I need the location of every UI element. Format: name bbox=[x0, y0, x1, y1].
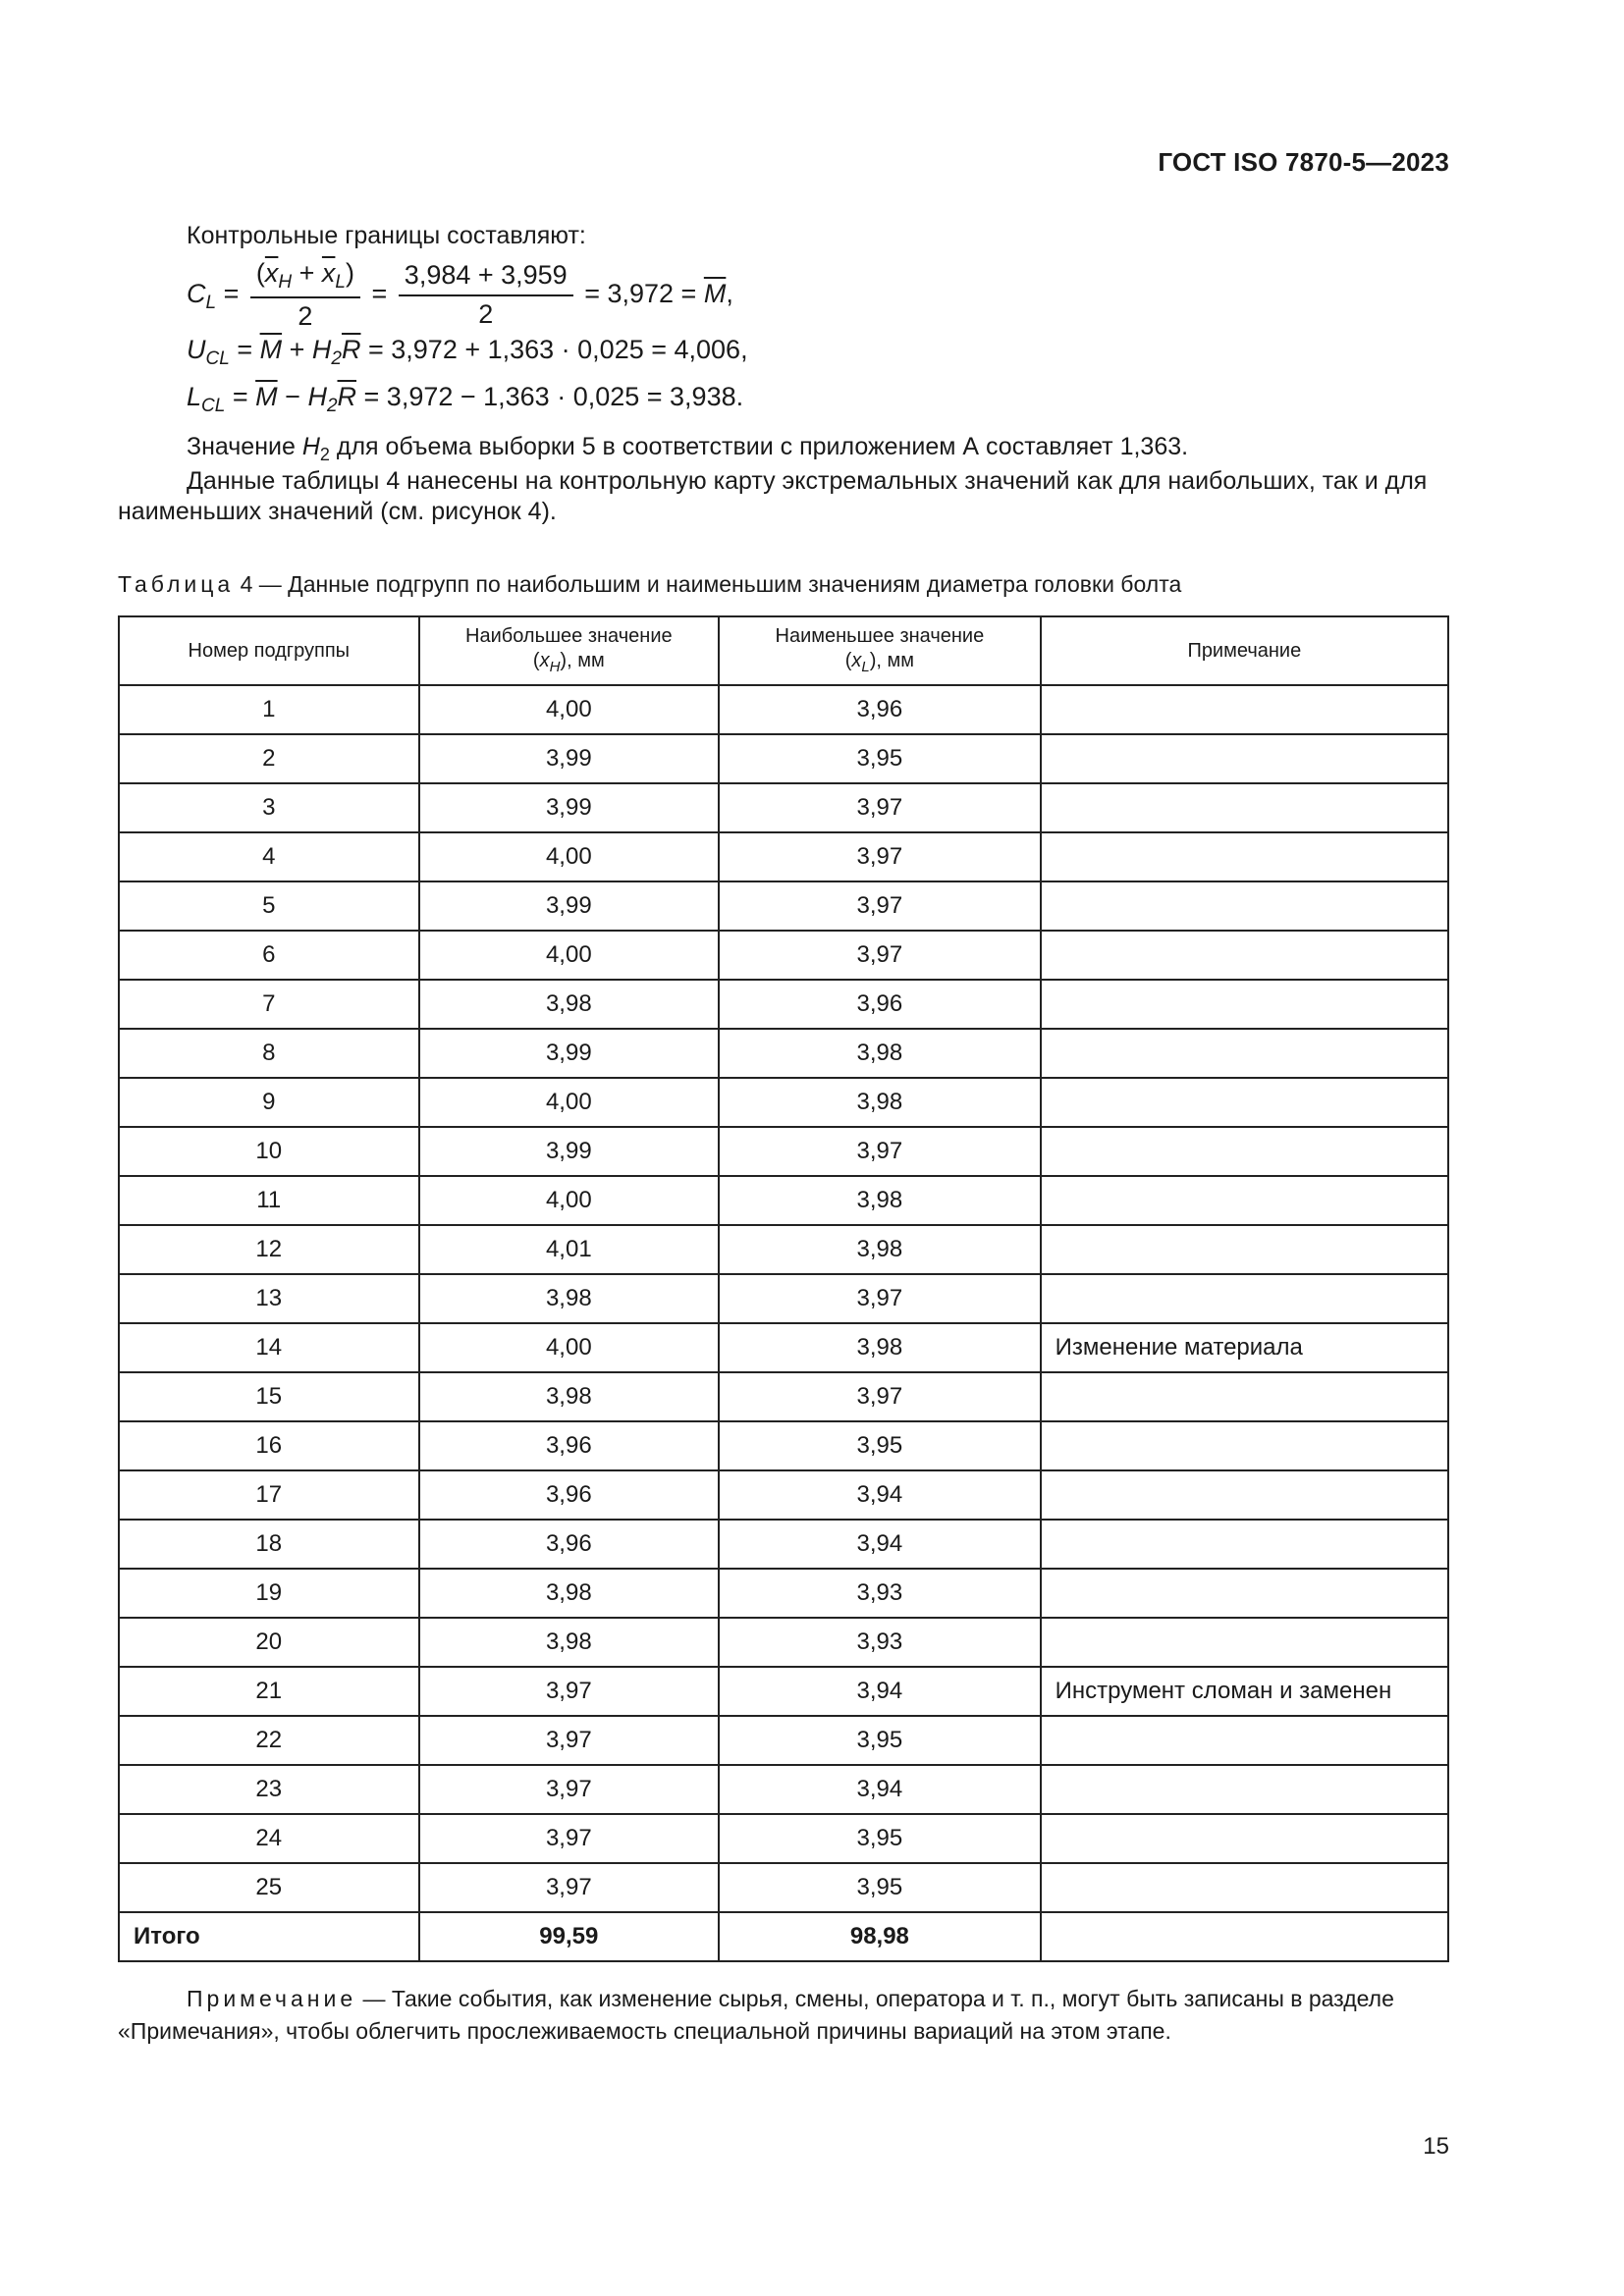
data-paragraph: Данные таблицы 4 нанесены на контрольную карту экстремальных значений как для наибольших, так и для наименьших значений (см. рисунок 4). bbox=[118, 466, 1428, 525]
table-row bbox=[119, 1716, 1448, 1765]
total-max: 99,59 bbox=[419, 1912, 720, 1961]
cell-note bbox=[1041, 1863, 1448, 1912]
table-total-row bbox=[119, 1912, 1448, 1961]
cell-min: 3,97 bbox=[719, 832, 1041, 881]
cell-max: 3,97 bbox=[419, 1814, 720, 1863]
cell-subgroup: 13 bbox=[119, 1274, 419, 1323]
cell-subgroup: 18 bbox=[119, 1520, 419, 1569]
cell-subgroup: 14 bbox=[119, 1323, 419, 1372]
formula-block bbox=[118, 221, 1453, 527]
cell-note bbox=[1041, 1029, 1448, 1078]
cell-max: 3,97 bbox=[419, 1863, 720, 1912]
formula-ucl: $U_{CL} = \overline{M} + H_2\overline{R} = 3,972 + 1,363 \cdot 0,025 = 4,006$, bbox=[187, 335, 748, 370]
cell-max: 3,99 bbox=[419, 734, 720, 783]
table-row bbox=[119, 881, 1448, 931]
h2-paragraph: Значение $H_2$ для объема выборки 5 в соответствии с приложением А составляет 1,363. bbox=[187, 433, 1189, 465]
cell-note bbox=[1041, 685, 1448, 734]
cell-note bbox=[1041, 1569, 1448, 1618]
cell-subgroup: 5 bbox=[119, 881, 419, 931]
table-row bbox=[119, 1225, 1448, 1274]
total-label: Итого bbox=[119, 1912, 419, 1961]
table-row bbox=[119, 832, 1448, 881]
table-row bbox=[119, 931, 1448, 980]
cell-note bbox=[1041, 1618, 1448, 1667]
cell-min: 3,97 bbox=[719, 1127, 1041, 1176]
cl-lhs: $C_L$ bbox=[187, 279, 217, 314]
cl-m-bar: $\overline{M}$ bbox=[703, 279, 727, 309]
table-body bbox=[119, 685, 1448, 1961]
cell-subgroup: 23 bbox=[119, 1765, 419, 1814]
cell-min: 3,98 bbox=[719, 1225, 1041, 1274]
cell-min: 3,97 bbox=[719, 1274, 1041, 1323]
page-number: 15 bbox=[1423, 2133, 1449, 2160]
cell-note bbox=[1041, 1127, 1448, 1176]
cell-min: 3,95 bbox=[719, 1814, 1041, 1863]
cell-note bbox=[1041, 1814, 1448, 1863]
cell-subgroup: 12 bbox=[119, 1225, 419, 1274]
cell-subgroup: 6 bbox=[119, 931, 419, 980]
cell-subgroup: 22 bbox=[119, 1716, 419, 1765]
cell-min: 3,97 bbox=[719, 881, 1041, 931]
cell-min: 3,94 bbox=[719, 1470, 1041, 1520]
cell-min: 3,93 bbox=[719, 1569, 1041, 1618]
header-note: Примечание bbox=[1041, 616, 1448, 685]
cell-subgroup: 3 bbox=[119, 783, 419, 832]
cell-max: 3,96 bbox=[419, 1520, 720, 1569]
table-row bbox=[119, 1863, 1448, 1912]
cell-subgroup: 16 bbox=[119, 1421, 419, 1470]
cell-max: 3,98 bbox=[419, 1618, 720, 1667]
cell-note bbox=[1041, 1078, 1448, 1127]
cell-max: 3,96 bbox=[419, 1421, 720, 1470]
cell-subgroup: 1 bbox=[119, 685, 419, 734]
cell-note bbox=[1041, 1716, 1448, 1765]
cell-min: 3,94 bbox=[719, 1520, 1041, 1569]
cell-min: 3,94 bbox=[719, 1765, 1041, 1814]
header-min: Наименьшее значение $(x_L)$, мм bbox=[719, 616, 1041, 685]
cell-max: 3,97 bbox=[419, 1716, 720, 1765]
cell-note bbox=[1041, 1470, 1448, 1520]
cell-note bbox=[1041, 734, 1448, 783]
cl-result: = 3,972 = bbox=[584, 279, 697, 309]
cell-note bbox=[1041, 1520, 1448, 1569]
table-row bbox=[119, 783, 1448, 832]
cell-max: 3,99 bbox=[419, 1029, 720, 1078]
cell-subgroup: 8 bbox=[119, 1029, 419, 1078]
table-row bbox=[119, 1078, 1448, 1127]
cell-min: 3,98 bbox=[719, 1323, 1041, 1372]
cell-max: 4,00 bbox=[419, 685, 720, 734]
cell-max: 3,99 bbox=[419, 783, 720, 832]
formula-cl: $C_L$ = $\frac{(\overline{x}_H + \overline{x}_L)}{2}$ = $\frac{3,984 + 3,959}{2}$ = $3,972 = \overline{M}$, bbox=[118, 257, 1453, 334]
data-table bbox=[118, 615, 1449, 1962]
cell-min: 3,96 bbox=[719, 980, 1041, 1029]
table-row bbox=[119, 1520, 1448, 1569]
table-note: Примечание — Такие события, как изменение сырья, смены, оператора и т. п., могут быть записаны в разделе «Примечания», чтобы облегчить прослеживаемость специальной причины вариаций на этом этапе. bbox=[118, 1986, 1394, 2045]
lcl-lhs: $L_{CL}$ bbox=[187, 382, 226, 417]
table-row bbox=[119, 1372, 1448, 1421]
cell-subgroup: 2 bbox=[119, 734, 419, 783]
table-row bbox=[119, 734, 1448, 783]
cl-fraction-2: $\frac{3,984 + 3,959}{2}$ bbox=[399, 259, 573, 332]
cell-note: Изменение материала bbox=[1041, 1323, 1448, 1372]
table-row bbox=[119, 980, 1448, 1029]
table-row bbox=[119, 1029, 1448, 1078]
cell-note bbox=[1041, 1372, 1448, 1421]
cell-min: 3,95 bbox=[719, 1863, 1041, 1912]
cell-max: 4,00 bbox=[419, 1078, 720, 1127]
cell-subgroup: 4 bbox=[119, 832, 419, 881]
header-max: Наибольшее значение $(x_H)$, мм bbox=[419, 616, 720, 685]
cell-note bbox=[1041, 1274, 1448, 1323]
cell-subgroup: 9 bbox=[119, 1078, 419, 1127]
cell-min: 3,95 bbox=[719, 1421, 1041, 1470]
cell-max: 3,97 bbox=[419, 1765, 720, 1814]
formula-lcl: $L_{CL} = \overline{M} - H_2\overline{R} = 3,972 - 1,363 \cdot 0,025 = 3,938$. bbox=[187, 382, 744, 417]
document-header: ГОСТ ISO 7870-5—2023 bbox=[1158, 147, 1449, 177]
table-row bbox=[119, 1618, 1448, 1667]
table-caption: Таблица 4 — Данные подгрупп по наибольшим и наименьшим значениям диаметра головки болта bbox=[118, 571, 1182, 597]
cell-subgroup: 15 bbox=[119, 1372, 419, 1421]
cell-max: 3,97 bbox=[419, 1667, 720, 1716]
cell-max: 4,00 bbox=[419, 832, 720, 881]
cell-subgroup: 20 bbox=[119, 1618, 419, 1667]
control-limits-title: Контрольные границы составляют: bbox=[187, 222, 586, 249]
cell-max: 4,00 bbox=[419, 931, 720, 980]
cell-min: 3,98 bbox=[719, 1078, 1041, 1127]
cell-min: 3,95 bbox=[719, 734, 1041, 783]
cell-subgroup: 11 bbox=[119, 1176, 419, 1225]
cell-subgroup: 7 bbox=[119, 980, 419, 1029]
cell-min: 3,95 bbox=[719, 1716, 1041, 1765]
cl-fraction-1: $\frac{(\overline{x}_H + \overline{x}_L)}{2}$ bbox=[250, 257, 360, 334]
cell-note bbox=[1041, 1421, 1448, 1470]
cell-max: 3,99 bbox=[419, 881, 720, 931]
cell-subgroup: 19 bbox=[119, 1569, 419, 1618]
cell-max: 3,98 bbox=[419, 1274, 720, 1323]
table-row bbox=[119, 1421, 1448, 1470]
cell-subgroup: 17 bbox=[119, 1470, 419, 1520]
cell-min: 3,98 bbox=[719, 1176, 1041, 1225]
cell-max: 4,00 bbox=[419, 1323, 720, 1372]
ucl-lhs: $U_{CL}$ bbox=[187, 335, 230, 370]
cell-max: 3,98 bbox=[419, 1569, 720, 1618]
cell-min: 3,97 bbox=[719, 931, 1041, 980]
cell-subgroup: 10 bbox=[119, 1127, 419, 1176]
cell-max: 3,96 bbox=[419, 1470, 720, 1520]
cell-min: 3,98 bbox=[719, 1029, 1041, 1078]
cell-note bbox=[1041, 1176, 1448, 1225]
cell-note bbox=[1041, 980, 1448, 1029]
table-row bbox=[119, 1667, 1448, 1716]
cell-note bbox=[1041, 881, 1448, 931]
table-row bbox=[119, 1569, 1448, 1618]
cell-min: 3,97 bbox=[719, 783, 1041, 832]
cell-subgroup: 25 bbox=[119, 1863, 419, 1912]
table-row bbox=[119, 1765, 1448, 1814]
cell-max: 3,98 bbox=[419, 1372, 720, 1421]
ucl-rest: = 3,972 + 1,363 · 0,025 = 4,006, bbox=[368, 335, 748, 365]
table-row bbox=[119, 1470, 1448, 1520]
cell-max: 3,98 bbox=[419, 980, 720, 1029]
cell-note: Инструмент сломан и заменен bbox=[1041, 1667, 1448, 1716]
cell-note bbox=[1041, 1225, 1448, 1274]
cell-subgroup: 24 bbox=[119, 1814, 419, 1863]
cell-subgroup: 21 bbox=[119, 1667, 419, 1716]
cell-note bbox=[1041, 1765, 1448, 1814]
table-row bbox=[119, 1127, 1448, 1176]
cell-min: 3,96 bbox=[719, 685, 1041, 734]
cell-min: 3,93 bbox=[719, 1618, 1041, 1667]
table-row bbox=[119, 685, 1448, 734]
cell-note bbox=[1041, 832, 1448, 881]
total-note bbox=[1041, 1912, 1448, 1961]
cell-note bbox=[1041, 783, 1448, 832]
table-row bbox=[119, 1323, 1448, 1372]
total-min: 98,98 bbox=[719, 1912, 1041, 1961]
cell-min: 3,94 bbox=[719, 1667, 1041, 1716]
table-row bbox=[119, 1274, 1448, 1323]
cell-note bbox=[1041, 931, 1448, 980]
cell-max: 3,99 bbox=[419, 1127, 720, 1176]
cell-min: 3,97 bbox=[719, 1372, 1041, 1421]
header-subgroup: Номер подгруппы bbox=[119, 616, 419, 685]
table-row bbox=[119, 1176, 1448, 1225]
cell-max: 4,00 bbox=[419, 1176, 720, 1225]
cell-max: 4,01 bbox=[419, 1225, 720, 1274]
table-header-row bbox=[119, 616, 1448, 685]
lcl-rest: = 3,972 − 1,363 · 0,025 = 3,938. bbox=[363, 382, 744, 412]
table-row bbox=[119, 1814, 1448, 1863]
